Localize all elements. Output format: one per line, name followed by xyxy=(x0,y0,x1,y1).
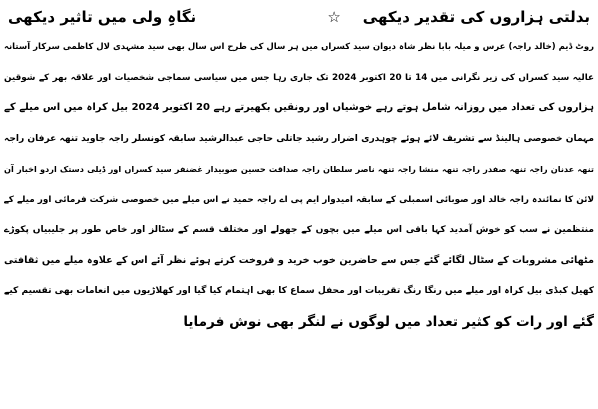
article-line: عالیہ سید کسراں کی زیر نگرانی میں 14 تا 20 اکتوبر 2024 تک جاری رہا جس میں سیاسی سماجی شخصیات اور علاقہ بھر کے شوقین xyxy=(4,72,594,83)
article-line: گئے اور رات کو کثیر تعداد میں لوگوں نے لنگر بھی نوش فرمایا xyxy=(183,313,594,330)
star-icon: ☆ xyxy=(327,8,341,26)
headline-right-group xyxy=(327,8,590,26)
article-line: روٹ ڈیم (خالد راجہ) عرس و میلہ بابا نظر شاہ دیوان سید کسراں میں ہر سال کی طرح اس سال بھی سید مشہدی لال کاظمی سرکار آستانہ xyxy=(4,42,594,52)
article-line: لائن کا نمائندہ راجہ خالد اور صوبائی اسمبلی کے سابقہ امیدوار ایم پی اے راجہ حمید نے اس میلے میں خصوصی شرکت فرمائی اور میلے کے xyxy=(4,194,594,205)
article-body xyxy=(4,32,594,337)
article-line: تنھہ عدنان راجہ تنھہ صفدر راجہ تنھہ منشا راجہ تنھہ ناصر سلطان راجہ صداقت حسین صوبیدار غضنفر سید کسراں اور ڈیلی دستک اردو اخبار آن xyxy=(4,164,594,174)
headline-right-text: بدلتی ہزاروں کی تقدیر دیکھی xyxy=(362,8,590,26)
headline xyxy=(4,4,594,30)
article-line: منتظمین نے سب کو خوش آمدید کہا باقی اس میلے میں بچوں کے جھولے اور مختلف قسم کے سٹالز اور خاص طور پر جلیبیاں پکوڑے xyxy=(4,225,594,235)
headline-left-text: نگاہِ ولی میں تاثیر دیکھی xyxy=(8,8,197,26)
article-line: مٹھائی مشروبات کے سٹال لگائے گئے جس سے حاضرین خوب خرید و فروخت کرتے ہوئے نظر آئے اس کے علاوہ میلے میں ثقافتی xyxy=(4,254,594,266)
article-line: مہمان خصوصی ہالینڈ سے تشریف لائے ہوئے چوہدری اضرار رشید جاتلی حاجی عبدالرشید سابقہ کونسلر راجہ جاوید تنھہ عرفان راجہ xyxy=(4,133,594,144)
article-line: ہزاروں کی تعداد میں روزانہ شامل ہوتے رہے خوشیاں اور رونقیں بکھیرتے رہے 20 اکتوبر 2024 بیل کراہ میں اس میلے کے xyxy=(4,102,594,113)
article-line: کھیل کبڈی بیل کراہ اور میلے میں رنگا رنگ تقریبات اور محفل سماع کا بھی اہتمام کیا گیا اور کھلاڑیوں میں انعامات بھی تقسیم کیے xyxy=(4,286,594,296)
